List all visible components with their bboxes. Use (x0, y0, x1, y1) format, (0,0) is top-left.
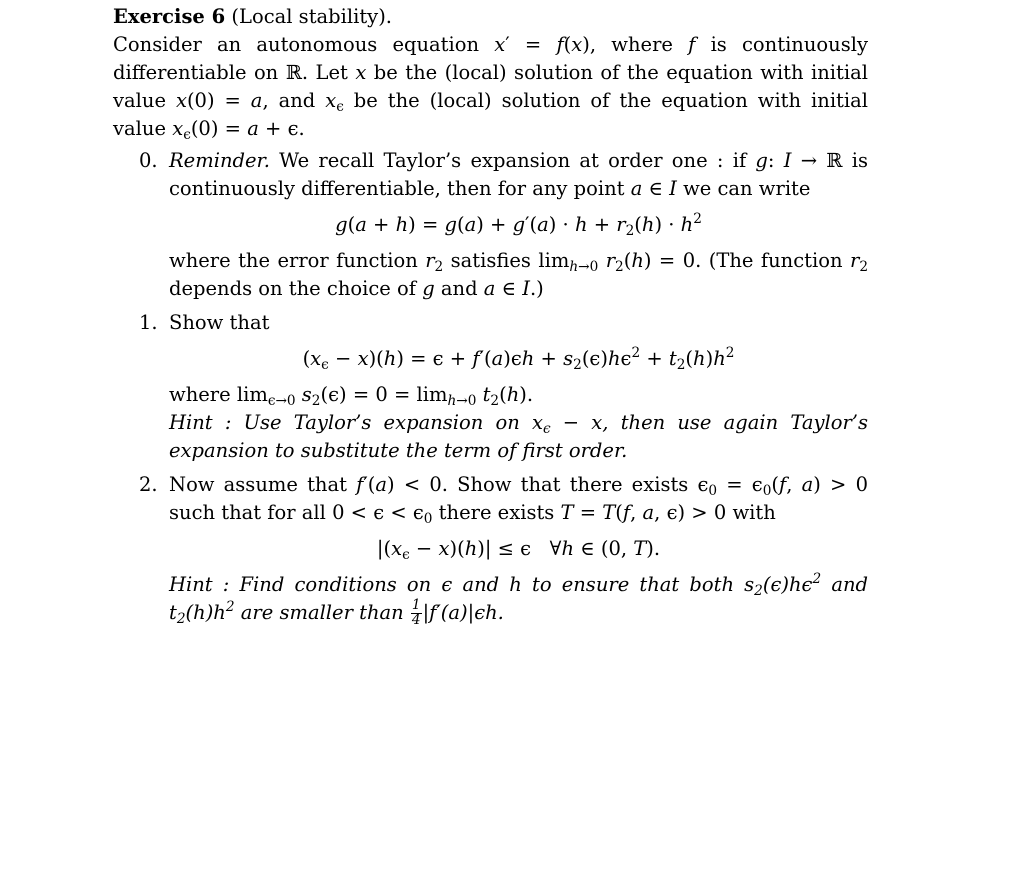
exercise-number: Exercise 6 (113, 5, 226, 28)
reminder-label: Reminder. (169, 149, 270, 172)
item-2 (113, 471, 868, 628)
exercise-page (113, 3, 868, 634)
item-0 (113, 147, 868, 303)
item-1-hint: Hint : Use Taylor’s expansion on $x_\epsilon - x$, then use again Taylor’s expansion to substitute the term of first order. (169, 411, 869, 462)
one-quarter-fraction: $\frac{1}{4}$ (411, 597, 421, 628)
item-number: 1. (139, 311, 158, 334)
item-2-text: Now assume that f′(a) < 0. Show that there exists $\epsilon_0 = \epsilon_0(f$, a) > 0 such that for all $0 < \epsilon < \epsilon_0$ there exists T = T(f, a, ϵ) > 0 with (169, 473, 868, 528)
item-1-text: Show that (169, 311, 270, 334)
item-0-text: Reminder. We recall Taylor’s expansion at order one : if g: I → ℝ is continuously differentiable, then for any point a ∈ I we can write (169, 149, 868, 200)
intro-paragraph: Consider an autonomous equation x′ = f(x), where f is continuously differentiable on ℝ. Let x be the (local) solution of the equation with initial value x(0) = a, and $x_\epsilon$ be the (local) solution of the equation with initial value $x_\epsilon(0) = a + \epsilon$. (113, 33, 868, 144)
item-number: 0. (139, 149, 158, 172)
item-0-after: where the error function $r_2$ satisfies $\lim_{h\to 0} r_2(h) = 0$. (The function $r_2$ depends on the choice of g and a ∈ I.) (169, 249, 868, 300)
difference-equation: $(x_\epsilon - x)(h) = \epsilon + f'(a)\epsilon h + s_2(\epsilon)h\epsilon^2 + t_2(h)h^2$ (302, 344, 735, 374)
exercise-heading (113, 3, 868, 31)
item-2-hint: Hint : Find conditions on ϵ and h to ensure that both $s_2(\epsilon)h\epsilon^2$ and $t_2(h)h^2$ are smaller than $\frac{1}{4}$ |f′(a)|ϵh. (169, 570, 868, 628)
item-1 (113, 309, 868, 465)
item-number: 2. (139, 473, 158, 496)
stability-inequality: $|(x_\epsilon - x)(h)| \le \epsilon$ ∀h ∈ (0, T). (376, 537, 661, 564)
exercise-subtitle: (Local stability). (231, 5, 393, 28)
item-1-after: where $\lim_{\epsilon\to 0} s_2(\epsilon) = 0 = \lim_{h\to 0} t_2(h)$. (169, 383, 534, 410)
exercise-items (113, 147, 868, 628)
taylor-equation: $g(a + h) = g(a) + g'(a) \cdot h + r_2(h) \cdot h^2$ (335, 210, 702, 240)
